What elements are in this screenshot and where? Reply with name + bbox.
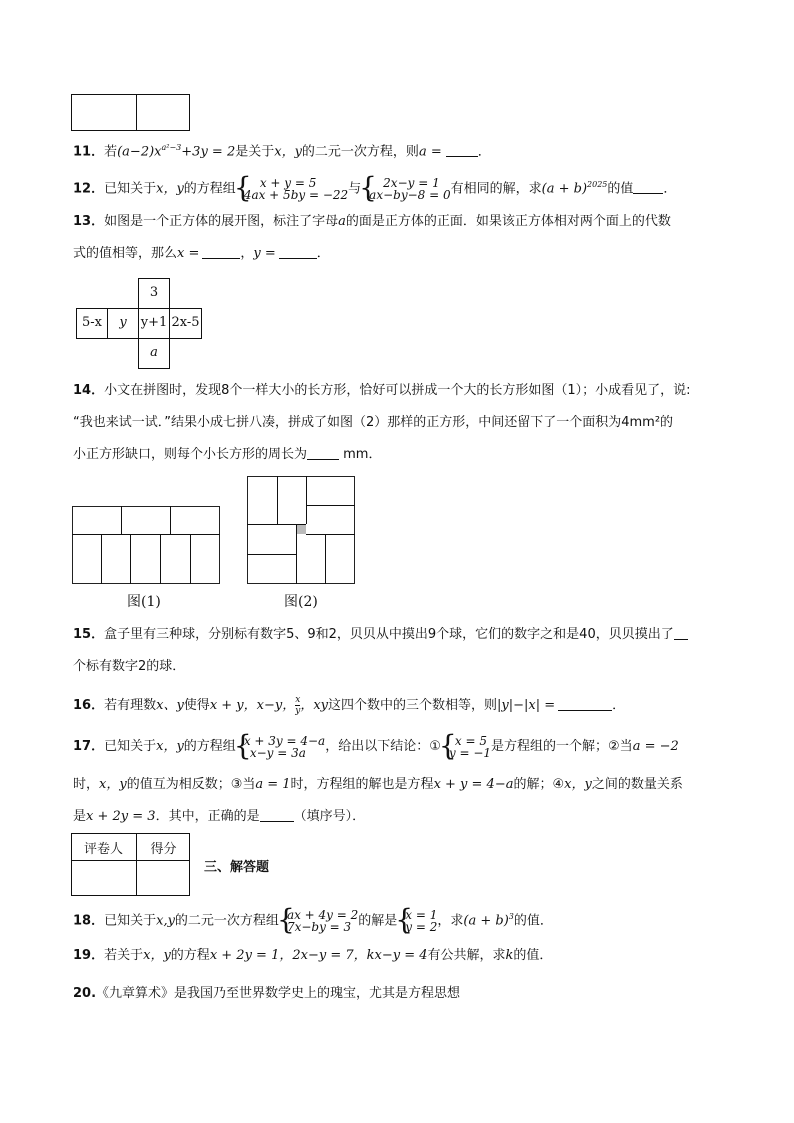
question-19: 19．若关于x，y的方程x + 2y = 1，2x−y = 7，kx−y = 4有公共解，求k的值． — [73, 948, 553, 963]
answer-blank — [446, 143, 478, 157]
question-13-line-1: 13．如图是一个正方体的展开图，标注了字母a的面是正方体的正面．如果该正方体相对两个面上的代数 — [73, 214, 671, 229]
question-20: 20.《九章算术》是我国乃至世界数学史上的瑰宝，尤其是方程思想 — [73, 986, 461, 1001]
answer-blank-x — [202, 245, 240, 259]
section-heading: 三、解答题 — [204, 860, 270, 875]
equation-system: { x + 3y = 4−a x−y = 3a — [236, 735, 325, 759]
net-face-1: 5-x — [76, 308, 108, 339]
answer-blank — [260, 808, 294, 822]
solution-system: { x = 5 y = −1 — [441, 735, 491, 759]
answer-blank — [558, 697, 612, 711]
answer-blank — [633, 180, 663, 194]
top-answer-table-divider — [136, 94, 137, 131]
question-11: 11．若$(a-2)x^{a^2-3}+3y = 2$是关于x，y的二元一次方程，则a = ． — [73, 143, 491, 160]
question-14-line-2: “我也来试一试．”结果小成七拼八凑，拼成了如图（2）那样的正方形，中间还留下了一个面积为4mm²的 — [73, 415, 674, 430]
answer-blank — [674, 626, 688, 640]
question-18: 18．已知关于x,y的二元一次方程组 { ax + 4y = 2 7x−by = 3 的解是 { x = 1 y = 2 ，求$(a + b)^3$的值． — [73, 904, 553, 934]
question-14-line-1: 14．小文在拼图时，发现8个一样大小的长方形，恰好可以拼成一个大的长方形如图（1）；小成看见了，说: — [73, 383, 691, 398]
net-face-2: y — [107, 308, 139, 339]
score-table-score-header: 得分 — [150, 842, 177, 857]
answer-blank — [307, 446, 339, 460]
question-15-line-1: 15．盒子里有三种球，分别标有数字5、9和2，贝贝从中摸出9个球，它们的数字之和是40，贝贝摸出了 — [73, 626, 688, 644]
net-face-bottom: a — [138, 338, 170, 369]
figure-2-gap-square — [297, 525, 306, 534]
question-14-line-3: 小正方形缺口，则每个小长方形的周长为 mm． — [73, 447, 382, 462]
net-face-3: y+1 — [138, 308, 170, 339]
question-12: 12．已知关于x，y的方程组 { x + y = 5 4ax + 5by = −22 与 { 2x−y = 1 ax−by−8 = 0 有相同的解，求$(a + b)^{2025}$的值 ． — [73, 172, 676, 202]
equation-system-2: { 2x−y = 1 ax−by−8 = 0 — [361, 177, 450, 201]
question-15-line-2: 个标有数字2的球． — [73, 659, 186, 674]
question-11-number: 11． — [73, 144, 105, 160]
equation-system-1: { x + y = 5 4ax + 5by = −22 — [236, 177, 348, 201]
top-answer-table — [71, 94, 190, 131]
question-17-line-3: 是x + 2y = 3．其中，正确的是 （填序号）． — [73, 809, 366, 824]
answer-blank-y — [279, 245, 317, 259]
solution-system: { x = 1 y = 2 — [397, 909, 437, 933]
question-17-line-1: 17．已知关于x，y的方程组 { x + 3y = 4−a x−y = 3a ，给出以下结论：① { x = 5 y = −1 是方程组的一个解；②当a = −2 — [73, 734, 679, 760]
figure-1-caption: 图(1) — [127, 594, 161, 610]
question-13-line-2: 式的值相等，那么x = ，y = ． — [73, 246, 330, 261]
figure-2-caption: 图(2) — [284, 594, 318, 610]
fraction-x-over-y: $\frac{x}{y}$ — [295, 695, 301, 716]
question-16: 16．若有理数x、y使得x + y，x−y， $\frac{x}{y}$ ，xy这四个数中的三个数相等，则|y|−|x| = ． — [73, 695, 626, 716]
score-table-grader-header: 评卷人 — [83, 842, 123, 857]
question-17-line-2: 时，x，y的值互为相反数；③当a = 1时，方程组的解也是方程x + y = 4−a的解；④x，y之间的数量关系 — [73, 777, 683, 792]
equation-system: { ax + 4y = 2 7x−by = 3 — [279, 909, 358, 933]
net-face-top: 3 — [138, 278, 170, 309]
net-face-4: 2x-5 — [169, 308, 202, 339]
